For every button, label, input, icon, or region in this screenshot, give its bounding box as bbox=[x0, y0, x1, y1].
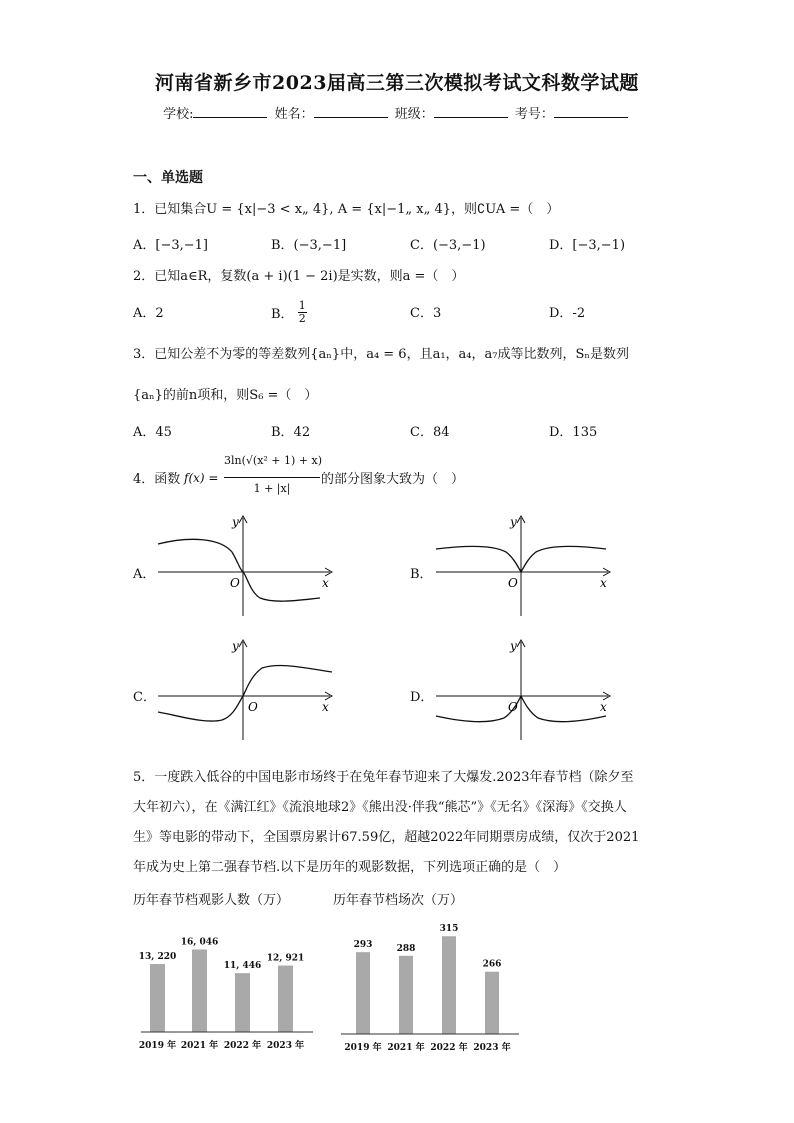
y-label: y bbox=[510, 639, 517, 653]
data-label: 13, 220 bbox=[138, 952, 177, 963]
q1-option-a: A．[−3,−1] bbox=[133, 238, 208, 253]
q4-graph-a bbox=[150, 512, 340, 620]
q4-graph-a-label: A． bbox=[133, 567, 156, 582]
data-label: 12, 921 bbox=[266, 953, 305, 964]
x-label: x bbox=[322, 576, 329, 590]
origin-label: O bbox=[230, 576, 240, 590]
y-label: y bbox=[232, 515, 239, 529]
q5-line-3: 生》等电影的带动下，全国票房累计67.59亿，超越2022年同期票房成绩，仅次于2021 bbox=[133, 830, 640, 845]
x-label: x bbox=[600, 700, 607, 714]
q4-graph-b-label: B． bbox=[410, 567, 433, 582]
q2-option-c: C．3 bbox=[410, 306, 442, 321]
chart-screenings bbox=[333, 915, 523, 1065]
q4-graph-c bbox=[150, 636, 340, 744]
bar bbox=[356, 952, 370, 1034]
q1-option-d: D．[−3,−1) bbox=[549, 238, 626, 253]
q4-denominator: 1 + |x| bbox=[253, 482, 291, 495]
origin-label: O bbox=[508, 576, 518, 590]
category-label: 2023 年 bbox=[266, 1041, 305, 1051]
q3-option-a: A．45 bbox=[133, 425, 172, 440]
student-info-line bbox=[0, 103, 794, 122]
q4-suffix: 的部分图象大致为（ ） bbox=[321, 472, 465, 487]
q3-option-b: B．42 bbox=[271, 425, 311, 440]
q1-option-c: C．(−3,−1) bbox=[410, 238, 486, 253]
origin-label: O bbox=[248, 700, 258, 714]
id-label: 考号： bbox=[514, 107, 554, 122]
q5-line-4: 年成为史上第二强春节档.以下是历年的观影数据，下列选项正确的是（ ） bbox=[133, 860, 567, 875]
q2-option-b-label: B． bbox=[271, 307, 294, 322]
q2-stem: 2．已知a∈R，复数(a + i)(1 − 2i)是实数，则a =（ ） bbox=[133, 269, 465, 284]
q3-stem-line2: {aₙ}的前n项和，则S₆ =（ ） bbox=[133, 388, 318, 403]
origin-label: O bbox=[508, 700, 518, 714]
chart2-title: 历年春节档场次（万） bbox=[333, 893, 464, 908]
q5-line-2: 大年初六），在《满江红》《流浪地球2》《熊出没·伴我“熊芯”》《无名》《深海》《交换人 bbox=[133, 800, 627, 815]
class-label: 班级： bbox=[394, 107, 434, 122]
q2-option-b bbox=[271, 299, 307, 327]
section-heading: 一、单选题 bbox=[133, 170, 203, 186]
q4-fx: f(x) = bbox=[184, 471, 219, 485]
bar bbox=[278, 966, 293, 1032]
category-label: 2023 年 bbox=[473, 1043, 511, 1053]
name-label: 姓名： bbox=[274, 107, 314, 122]
q2-option-d: D．-2 bbox=[549, 306, 586, 321]
q2-option-a: A．2 bbox=[133, 306, 164, 321]
q1-option-b: B．(−3,−1] bbox=[271, 238, 347, 253]
data-label: 288 bbox=[396, 943, 416, 954]
bar bbox=[235, 973, 250, 1032]
category-label: 2019 年 bbox=[138, 1041, 177, 1051]
bar bbox=[399, 956, 413, 1034]
y-label: y bbox=[232, 639, 239, 653]
data-label: 11, 446 bbox=[223, 961, 262, 972]
name-blank[interactable] bbox=[314, 105, 388, 118]
category-label: 2021 年 bbox=[387, 1043, 425, 1053]
data-label: 16, 046 bbox=[180, 937, 219, 948]
q4-graph-d bbox=[428, 636, 618, 744]
chart1-title: 历年春节档观影人数（万） bbox=[133, 893, 290, 908]
school-blank[interactable] bbox=[193, 105, 267, 118]
class-blank[interactable] bbox=[434, 105, 508, 118]
q4-prefix: 4．函数 bbox=[133, 472, 181, 487]
category-label: 2022 年 bbox=[430, 1043, 468, 1053]
data-label: 266 bbox=[482, 959, 502, 970]
q4-graph-b bbox=[428, 512, 618, 620]
bar bbox=[192, 949, 207, 1032]
bar bbox=[150, 964, 165, 1032]
function-curve bbox=[158, 539, 320, 601]
category-label: 2019 年 bbox=[344, 1043, 382, 1053]
q3-option-d: D．135 bbox=[549, 425, 598, 440]
bar bbox=[485, 972, 499, 1034]
id-blank[interactable] bbox=[554, 105, 628, 118]
q2-option-b-fraction bbox=[298, 300, 307, 325]
q3-stem-line1: 3．已知公差不为零的等差数列{aₙ}中，a₄ = 6，且a₁，a₄，a₇成等比数列，Sₙ是数列 bbox=[133, 347, 629, 362]
y-label: y bbox=[510, 515, 517, 529]
q4-fraction-bar bbox=[224, 477, 320, 478]
fraction-numerator: 1 bbox=[298, 299, 306, 312]
q5-line-1: 5．一度跌入低谷的中国电影市场终于在兔年春节迎来了大爆发.2023年春节档（除夕至 bbox=[133, 770, 634, 785]
category-label: 2021 年 bbox=[180, 1041, 219, 1051]
q3-option-c: C．84 bbox=[410, 425, 450, 440]
q4-graph-d-label: D． bbox=[410, 690, 434, 705]
chart-audience bbox=[133, 915, 318, 1065]
fraction-denominator: 2 bbox=[298, 312, 306, 325]
school-label: 学校: bbox=[163, 107, 194, 122]
exam-title: 河南省新乡市2023届高三第三次模拟考试文科数学试题 bbox=[155, 72, 639, 94]
data-label: 293 bbox=[353, 940, 373, 951]
category-label: 2022 年 bbox=[223, 1041, 262, 1051]
q1-stem: 1．已知集合U = {x|−3 < x„ 4}, A = {x|−1„ x„ 4}，则∁UA =（ ） bbox=[133, 202, 560, 217]
bar bbox=[442, 936, 456, 1034]
q4-numerator: 3ln(√(x² + 1) + x) bbox=[224, 454, 323, 467]
x-label: x bbox=[600, 576, 607, 590]
data-label: 315 bbox=[439, 924, 459, 935]
x-label: x bbox=[322, 700, 329, 714]
function-curve bbox=[158, 665, 332, 721]
q4-graph-c-label: C． bbox=[133, 690, 156, 705]
